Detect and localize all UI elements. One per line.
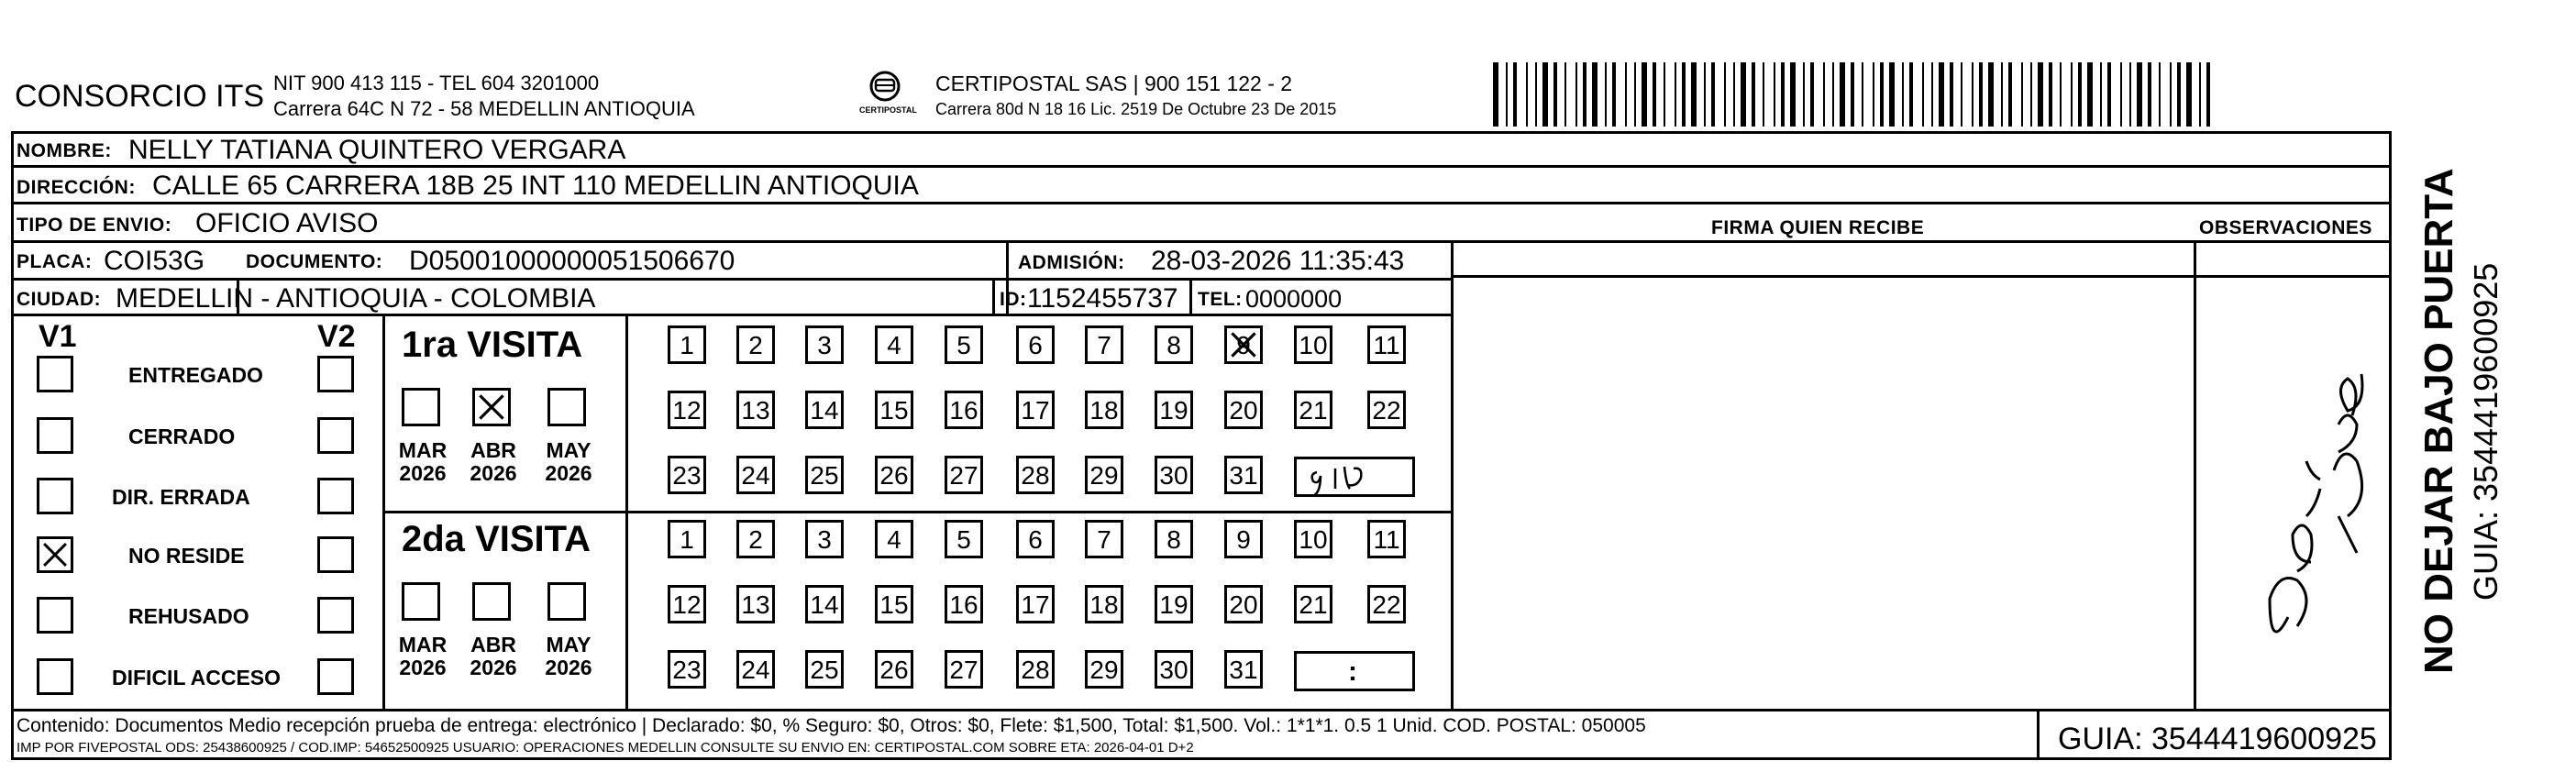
v1-checkbox-rehusado[interactable] [37,597,73,634]
v2-checkbox-entregado[interactable] [317,356,354,392]
first-visit-day[interactable]: 26 [875,456,913,494]
observaciones-label: OBSERVACIONES [2199,217,2372,238]
second-visit-day[interactable]: 1 [668,520,706,558]
second-visit-title: 2da VISITA [402,519,591,559]
nit-line-1: NIT 900 413 115 - TEL 604 3201000 [273,72,600,94]
footer-imp-info: IMP POR FIVEPOSTAL ODS: 25438600925 / COD.IMP: 54652500925 USUARIO: OPERACIONES MEDELLIN CONSULTE SU ENVIO EN: CERTIPOSTAL.COM SOBRE ETA: 2026-04-01 D+2 [17,740,1194,755]
first-visit-day[interactable]: 31 [1224,456,1263,494]
second-visit-month-may[interactable] [547,582,586,621]
first-visit-day[interactable]: 4 [875,325,913,364]
certipostal-logo-icon [857,68,912,123]
second-visit-day[interactable]: 29 [1085,650,1123,689]
x-mark-icon [39,539,71,570]
v1-checkbox-dificil-acceso[interactable] [37,658,73,695]
second-visit-day[interactable]: 30 [1155,650,1193,689]
ciudad-label: CIUDAD: [17,289,102,310]
first-visit-month-label: MAR 2026 [398,438,448,486]
first-visit-day[interactable]: 29 [1085,456,1123,494]
observaciones-handwriting [2196,278,2389,709]
handwritten-time [1297,459,1412,494]
first-visit-day[interactable]: 25 [805,456,844,494]
tipo-envio-label: TIPO DE ENVIO: [17,215,172,236]
first-visit-day[interactable]: 16 [945,391,983,429]
second-visit-day[interactable]: 10 [1294,520,1332,558]
tipo-envio-value: OFICIO AVISO [195,208,379,238]
status-label-dir-errada: DIR. ERRADA [112,485,250,509]
first-visit-day[interactable]: 11 [1367,325,1406,364]
second-visit-day[interactable]: 24 [736,650,775,689]
second-visit-day[interactable]: 23 [668,650,706,689]
second-visit-day[interactable]: 14 [805,585,844,623]
second-visit-time-box[interactable] [1294,651,1415,691]
second-visit-month-label: MAY 2026 [545,633,592,680]
first-visit-day[interactable]: 10 [1294,325,1332,364]
barcode [1493,62,2222,127]
status-label-cerrado: CERRADO [128,425,236,448]
footer-guia: GUIA: 3544419600925 [2058,722,2377,756]
v2-checkbox-cerrado[interactable] [317,417,354,454]
id-label: ID: [1000,289,1027,310]
second-visit-day[interactable]: 19 [1155,585,1193,623]
time-placeholder: : [1348,656,1357,687]
first-visit-day[interactable]: 12 [668,391,706,429]
first-visit-day[interactable]: 5 [945,325,983,364]
footer-contents: Contenido: Documentos Medio recepción prueba de entrega: electrónico | Declarado: $0, % Seguro: $0, Otros: $0, Flete: $1,500, Total: $1,500. Vol.: 1*1*1. 0.5 1 Unid. COD. POSTAL: 050005 [17,715,1646,736]
first-visit-day[interactable]: 2 [736,325,775,364]
direccion-value: CALLE 65 CARRERA 18B 25 INT 110 MEDELLIN ANTIOQUIA [152,171,919,201]
nombre-label: NOMBRE: [17,140,112,161]
first-visit-day[interactable]: 19 [1155,391,1193,429]
nombre-value: NELLY TATIANA QUINTERO VERGARA [128,135,626,165]
certipostal-line-2: Carrera 80d N 18 16 Lic. 2519 De Octubre 23 De 2015 [935,100,1337,118]
second-visit-day[interactable]: 12 [668,585,706,623]
second-visit-day[interactable]: 15 [875,585,913,623]
status-label-dificil-acceso: DIFICIL ACCESO [112,666,282,689]
x-mark-icon [1227,328,1260,361]
x-mark-icon [475,391,508,424]
v2-checkbox-rehusado[interactable] [317,597,354,634]
direccion-label: DIRECCIÓN: [17,177,136,198]
second-visit-day[interactable]: 17 [1016,585,1055,623]
second-visit-day[interactable]: 22 [1367,585,1406,623]
second-visit-day[interactable]: 20 [1224,585,1263,623]
v1-checkbox-dir-errada[interactable] [37,478,73,514]
placa-label: PLACA: [17,251,93,272]
status-label-entregado: ENTREGADO [128,363,263,387]
second-visit-month-label: MAR 2026 [398,633,448,680]
tel-value: 0000000 [1245,285,1343,313]
v2-checkbox-dir-errada[interactable] [317,478,354,514]
documento-label: DOCUMENTO: [246,251,383,272]
tel-label: TEL: [1198,289,1243,310]
certipostal-line-1: CERTIPOSTAL SAS | 900 151 122 - 2 [935,72,1293,95]
first-visit-day[interactable]: 8 [1155,325,1193,364]
first-visit-day[interactable]: 1 [668,325,706,364]
first-visit-day[interactable]: 27 [945,456,983,494]
status-label-rehusado: REHUSADO [128,604,249,628]
first-visit-month-abr[interactable] [472,388,511,426]
first-visit-day[interactable]: 9 [1224,325,1263,364]
v1-checkbox-cerrado[interactable] [37,417,73,454]
second-visit-month-mar[interactable] [402,582,440,621]
v2-checkbox-dificil-acceso[interactable] [317,658,354,695]
first-visit-day[interactable]: 21 [1294,391,1332,429]
no-dejar-bajo-puerta: NO DEJAR BAJO PUERTA [2416,168,2461,674]
first-visit-day[interactable]: 24 [736,456,775,494]
second-visit-day[interactable]: 26 [875,650,913,689]
second-visit-day[interactable]: 8 [1155,520,1193,558]
second-visit-day[interactable]: 7 [1085,520,1123,558]
first-visit-day[interactable]: 6 [1016,325,1055,364]
second-visit-day[interactable]: 31 [1224,650,1263,689]
signature-area[interactable] [1454,278,2194,709]
second-visit-day[interactable]: 6 [1016,520,1055,558]
second-visit-day[interactable]: 18 [1085,585,1123,623]
first-visit-day[interactable]: 14 [805,391,844,429]
ciudad-value: MEDELLIN - ANTIOQUIA - COLOMBIA [116,283,596,314]
v1-label: V1 [39,319,77,354]
admision-label: ADMISIÓN: [1018,252,1125,273]
second-visit-day[interactable]: 21 [1294,585,1332,623]
barcode-graphic [1493,62,2222,127]
first-visit-day[interactable]: 17 [1016,391,1055,429]
second-visit-day[interactable]: 11 [1367,520,1406,558]
placa-value: COI53G [104,246,205,276]
second-visit-day[interactable]: 25 [805,650,844,689]
second-visit-day[interactable]: 28 [1016,650,1055,689]
handwritten-notes [2196,278,2389,709]
first-visit-day[interactable]: 15 [875,391,913,429]
second-visit-day[interactable]: 4 [875,520,913,558]
first-visit-day[interactable]: 20 [1224,391,1263,429]
second-visit-month-abr[interactable] [472,582,511,621]
logo-caption: CERTIPOSTAL [859,105,917,115]
id-value: 1152455737 [1027,283,1178,314]
status-label-no-reside: NO RESIDE [128,544,245,568]
first-visit-day[interactable]: 3 [805,325,844,364]
first-visit-day[interactable]: 7 [1085,325,1123,364]
second-visit-day[interactable]: 9 [1224,520,1263,558]
guia-vertical: GUIA: 3544419600925 [2467,262,2504,601]
first-visit-day[interactable]: 30 [1155,456,1193,494]
v2-label: V2 [317,319,356,354]
firma-label: FIRMA QUIEN RECIBE [1711,217,1925,238]
second-visit-month-label: ABR 2026 [470,633,517,680]
first-visit-day[interactable]: 23 [668,456,706,494]
v2-checkbox-no-reside[interactable] [317,536,354,573]
first-visit-time-box[interactable] [1294,457,1415,497]
first-visit-day[interactable]: 18 [1085,391,1123,429]
second-visit-day[interactable]: 27 [945,650,983,689]
certipostal-logo [857,68,917,123]
company-name: CONSORCIO ITS [15,79,265,114]
first-visit-month-label: MAY 2026 [545,438,592,486]
second-visit-day[interactable]: 5 [945,520,983,558]
first-visit-title: 1ra VISITA [402,325,583,365]
v1-checkbox-no-reside[interactable] [37,536,73,573]
first-visit-month-label: ABR 2026 [470,438,517,486]
documento-value: D05001000000051506670 [409,246,735,276]
admision-value: 28-03-2026 11:35:43 [1151,246,1405,276]
second-visit-day[interactable]: 3 [805,520,844,558]
first-visit-day[interactable]: 13 [736,391,775,429]
nit-line-2: Carrera 64C N 72 - 58 MEDELLIN ANTIOQUIA [273,97,695,120]
first-visit-day[interactable]: 22 [1367,391,1406,429]
first-visit-month-mar[interactable] [402,388,440,426]
first-visit-month-may[interactable] [547,388,586,426]
second-visit-day[interactable]: 2 [736,520,775,558]
second-visit-day[interactable]: 13 [736,585,775,623]
v1-checkbox-entregado[interactable] [37,356,73,392]
second-visit-day[interactable]: 16 [945,585,983,623]
first-visit-day[interactable]: 28 [1016,456,1055,494]
